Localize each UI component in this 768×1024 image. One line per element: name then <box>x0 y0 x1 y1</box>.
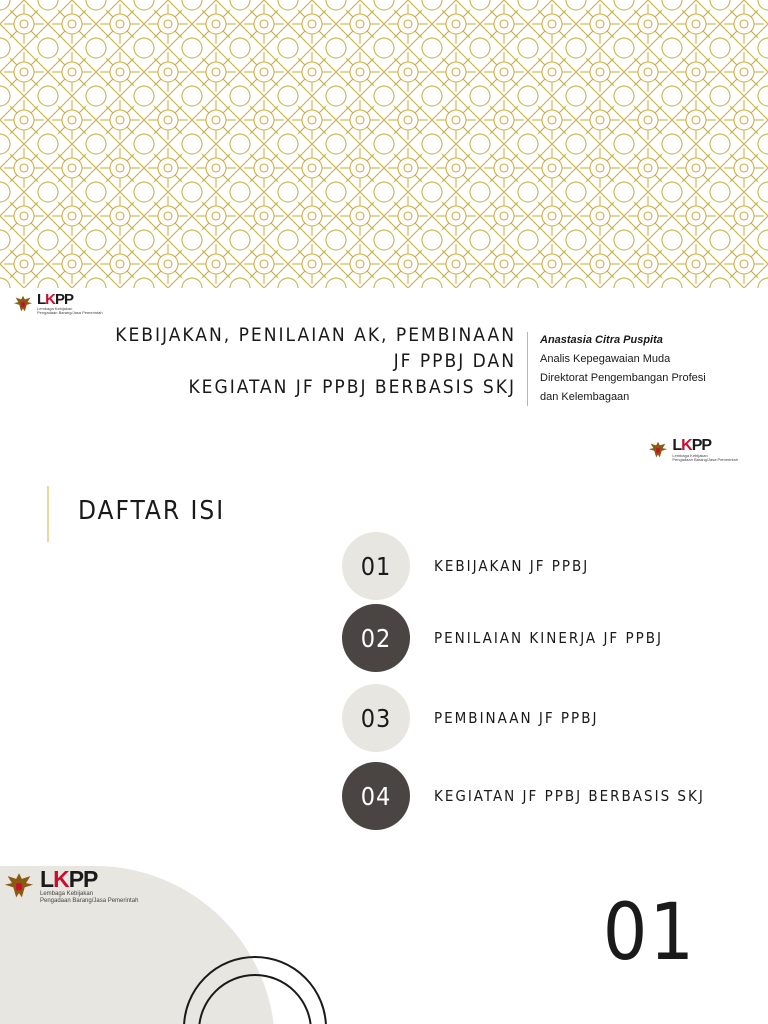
title-divider <box>527 332 528 406</box>
toc-number-badge: 01 <box>342 532 410 600</box>
logo-brand: LKPP <box>672 437 712 454</box>
author-unit: dan Kelembagaan <box>540 391 630 403</box>
author-name: Anastasia Citra Puspita <box>540 334 663 346</box>
logo-line-2: Pengadaan Barang/Jasa Pemerintah <box>672 457 738 463</box>
toc-item-label: PEMBINAAN JF PPBJ <box>434 709 599 727</box>
accent-bar <box>47 486 49 542</box>
toc-item-1 <box>342 532 589 600</box>
author-position: Analis Kepegawaian Muda <box>540 353 671 365</box>
logo-line-2: Pengadaan Barang/Jasa Pemerintah <box>37 310 103 316</box>
logo-brand: LKPP <box>37 291 74 308</box>
section-slide <box>0 866 768 1024</box>
logo-line-1: Lembaga Kebijakan <box>672 453 708 458</box>
logo-line-1: Lembaga Kebijakan <box>40 891 94 897</box>
lkpp-logo <box>647 438 738 463</box>
author-block <box>540 331 706 407</box>
title-line: KEBIJAKAN, PENILAIAN AK, PEMBINAAN <box>115 324 516 346</box>
toc-title: DAFTAR ISI <box>78 496 226 526</box>
garuda-emblem-icon <box>12 293 34 315</box>
toc-number-badge: 04 <box>342 762 410 830</box>
decorative-pattern <box>0 0 768 288</box>
toc-item-label: KEBIJAKAN JF PPBJ <box>434 557 590 575</box>
title-line: JF PPBJ DAN <box>393 350 516 372</box>
logo-brand: LKPP <box>40 866 98 892</box>
garuda-emblem-icon <box>647 439 669 461</box>
section-number: 01 <box>602 888 696 978</box>
toc-item-label: PENILAIAN KINERJA JF PPBJ <box>434 629 663 647</box>
garuda-emblem-icon <box>2 869 36 903</box>
logo-line-2: Pengadaan Barang/Jasa Pemerintah <box>40 897 139 904</box>
contents-slide <box>0 420 768 866</box>
author-unit: Direktorat Pengembangan Profesi <box>540 372 706 384</box>
toc-item-3 <box>342 684 598 752</box>
cover-slide <box>0 0 768 420</box>
toc-item-4 <box>342 762 705 830</box>
toc-item-label: KEGIATAN JF PPBJ BERBASIS SKJ <box>434 787 705 805</box>
presentation-title <box>115 322 516 400</box>
lkpp-logo <box>2 868 138 904</box>
logo-line-1: Lembaga Kebijakan <box>37 306 73 311</box>
toc-item-2 <box>342 604 663 672</box>
title-line: KEGIATAN JF PPBJ BERBASIS SKJ <box>188 376 516 398</box>
toc-number-badge: 03 <box>342 684 410 752</box>
lkpp-logo <box>12 292 103 316</box>
toc-number-badge: 02 <box>342 604 410 672</box>
